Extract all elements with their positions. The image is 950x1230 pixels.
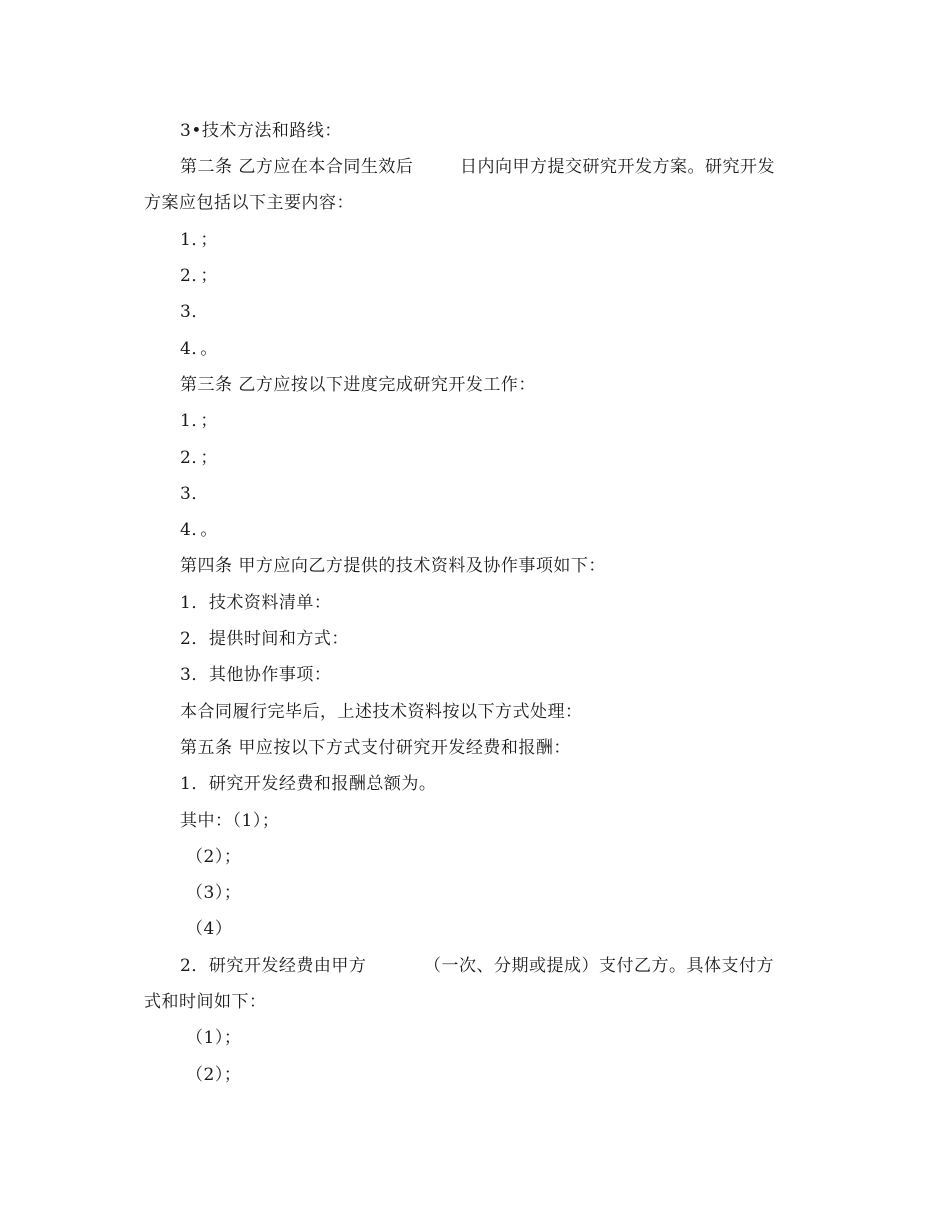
list-item: （2）；	[186, 847, 242, 867]
text-line: 第四条 甲方应向乙方提供的技术资料及协作事项如下：	[180, 556, 606, 576]
text-line: 式和时间如下：	[144, 992, 267, 1012]
text-line: （一次、分期或提成）支付乙方。具体支付方	[424, 956, 774, 976]
list-item: 1．；	[180, 230, 218, 250]
text-line: 2．研究开发经费由甲方	[180, 956, 367, 976]
text-line: 第五条 甲应按以下方式支付研究开发经费和报酬：	[180, 738, 571, 758]
list-item: （2）；	[186, 1065, 242, 1085]
text-line: 3•技术方法和路线：	[180, 121, 342, 141]
list-item: 4．。	[180, 339, 218, 359]
text-line: 第三条 乙方应按以下进度完成研究开发工作：	[180, 375, 536, 395]
list-item: 2．；	[180, 266, 218, 286]
list-item: 4．。	[180, 520, 218, 540]
list-item: 1．；	[180, 411, 218, 431]
list-item: （4）	[186, 919, 233, 939]
list-item: 1．技术资料清单：	[180, 593, 332, 613]
list-item: 2．；	[180, 448, 218, 468]
text-line: 第二条 乙方应在本合同生效后	[180, 157, 414, 177]
text-line: 方案应包括以下主要内容：	[144, 193, 354, 213]
text-line: 本合同履行完毕后，上述技术资料按以下方式处理：	[180, 702, 583, 722]
list-item: 3．	[180, 302, 209, 322]
list-item: 3．	[180, 484, 209, 504]
list-item: 2．提供时间和方式：	[180, 629, 349, 649]
text-line: 日内向甲方提交研究开发方案。研究开发	[460, 157, 775, 177]
list-item: 1．研究开发经费和报酬总额为。	[180, 774, 437, 794]
list-item: 其中：（1）；	[180, 811, 280, 831]
list-item: 3．其他协作事项：	[180, 665, 332, 685]
list-item: （1）；	[186, 1028, 242, 1048]
list-item: （3）；	[186, 883, 242, 903]
